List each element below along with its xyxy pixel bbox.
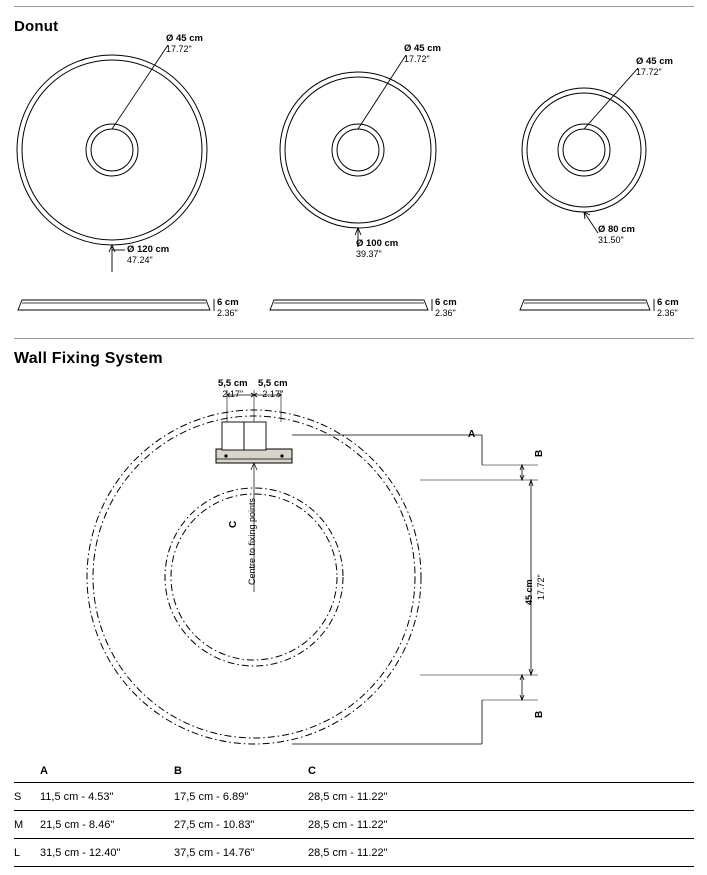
donut-medium-outer-inner-line <box>285 77 431 223</box>
table-cell-c: 28,5 cm - 11.22" <box>308 818 388 831</box>
donut-medium-hole-inner-line <box>337 129 379 171</box>
donut-large-outer-label: Ø 120 cm 47.24" <box>127 244 170 265</box>
donut-small-inner-label: Ø 45 cm 17.72" <box>636 56 673 77</box>
height-label-line2: 17.72" <box>536 574 546 600</box>
wall-bracket-hole-left <box>224 454 227 457</box>
donut-small-outer <box>522 88 646 212</box>
table-header-b: B <box>174 765 182 777</box>
table-cell-a: 31,5 cm - 12.40" <box>40 846 121 859</box>
table-cell-a: 11,5 cm - 4.53" <box>40 790 114 803</box>
donut-large-thickness-label: 6 cm 2.36" <box>217 297 239 318</box>
donut-medium-outer <box>280 72 436 228</box>
profile-medium <box>270 299 432 311</box>
table-row <box>14 838 694 866</box>
table-cell-size: S <box>14 790 22 803</box>
table-cell-c: 28,5 cm - 11.22" <box>308 790 388 803</box>
donut-large-inner-label: Ø 45 cm 17.72" <box>166 33 203 54</box>
donut-large-hole-inner-line <box>91 129 133 171</box>
bracket-dim-right-label: 5,5 cm 2.17" <box>258 378 288 399</box>
wall-bracket-box-right <box>244 422 266 450</box>
profile-small <box>520 299 654 311</box>
donut-small-hole <box>558 124 610 176</box>
section-title-donut: Donut <box>14 18 59 35</box>
wall-bracket-box-left <box>222 422 244 450</box>
donut-medium-hole <box>332 124 384 176</box>
profile-large <box>18 299 214 311</box>
table-cell-b: 17,5 cm - 6.89" <box>174 790 249 803</box>
callout-b-bottom-label: B <box>534 710 545 718</box>
height-label-line1: 45 cm <box>524 579 534 605</box>
donut-large-hole <box>86 124 138 176</box>
bracket-dim-left-label: 5,5 cm 2.17" <box>218 378 248 399</box>
donut-drawings <box>0 0 707 340</box>
table-header-a: A <box>40 765 48 777</box>
centre-to-fixing-points-note: Centre to fixing points <box>247 497 257 585</box>
wall-fixing-drawing <box>0 370 707 790</box>
table-cell-c: 28,5 cm - 11.22" <box>308 846 388 859</box>
callout-a-label: A <box>468 429 476 440</box>
table-row <box>14 810 694 838</box>
callout-b-top-label: B <box>534 449 545 457</box>
dimensions-table <box>14 760 694 867</box>
donut-small-outer-leader <box>584 212 598 233</box>
donut-small-inner-leader <box>584 68 638 129</box>
donut-large-outer-inner-line <box>22 60 202 240</box>
donut-medium-inner-label: Ø 45 cm 17.72" <box>404 43 441 64</box>
section-divider <box>14 338 694 339</box>
table-bottom-rule <box>14 866 694 867</box>
table-cell-size: L <box>14 846 21 859</box>
donut-large-outer <box>17 55 207 245</box>
callout-c-label: C <box>228 520 239 528</box>
table-header-row <box>14 760 694 782</box>
donut-small-thickness-label: 6 cm 2.36" <box>657 297 679 318</box>
table-row <box>14 782 694 810</box>
donut-small-outer-inner-line <box>527 93 641 207</box>
donut-large-inner-leader <box>112 45 168 129</box>
donut-small-hole-inner-line <box>563 129 605 171</box>
table-header-c: C <box>308 765 316 777</box>
table-cell-a: 21,5 cm - 8.46" <box>40 818 115 831</box>
wall-bracket-hole-right <box>280 454 283 457</box>
donut-medium-outer-label: Ø 100 cm 39.37" <box>356 238 399 259</box>
donut-medium-thickness-label: 6 cm 2.36" <box>435 297 457 318</box>
table-cell-b: 27,5 cm - 10.83" <box>174 818 255 831</box>
table-cell-b: 37,5 cm - 14.76" <box>174 846 255 859</box>
section-title-wall-fixing: Wall Fixing System <box>14 350 163 367</box>
donut-small-outer-label: Ø 80 cm 31.50" <box>598 224 635 245</box>
table-cell-size: M <box>14 818 24 831</box>
donut-medium-inner-leader <box>358 55 406 129</box>
